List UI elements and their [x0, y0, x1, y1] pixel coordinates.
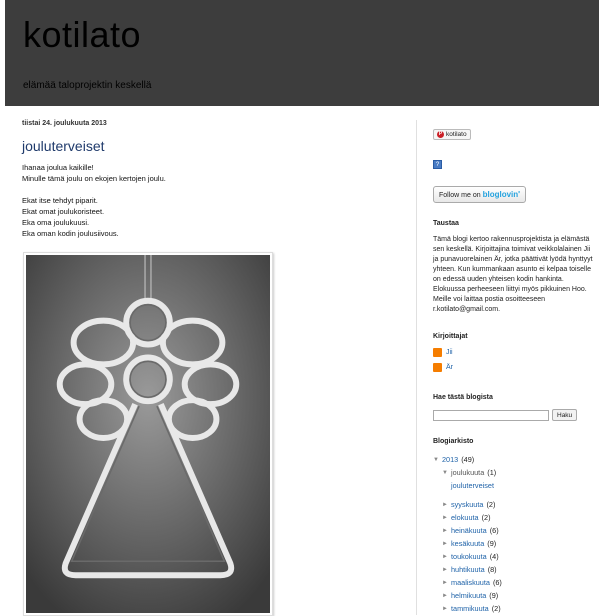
- blogger-icon: [433, 363, 442, 372]
- blog-description: elämää taloprojektin keskellä: [23, 80, 152, 91]
- expand-right-icon[interactable]: ►: [442, 514, 448, 521]
- paper-angel-ornament-photo: [26, 255, 270, 613]
- main-column: [22, 120, 392, 250]
- expand-right-icon[interactable]: ►: [442, 605, 448, 612]
- archive-month-item[interactable]: [433, 563, 593, 576]
- archive-month-count: (2): [486, 500, 496, 509]
- archive-month-item[interactable]: [433, 589, 593, 602]
- archive-month-item[interactable]: [433, 524, 593, 537]
- bloglovin-follow-button[interactable]: [433, 186, 526, 203]
- archive-month-item[interactable]: [433, 537, 593, 550]
- search-widget: [433, 394, 593, 421]
- expand-right-icon[interactable]: ►: [442, 566, 448, 573]
- post-line: Ekat omat joulukoristeet.: [22, 207, 105, 216]
- archive-month-count: (9): [487, 539, 497, 548]
- expand-right-icon[interactable]: ►: [442, 579, 448, 586]
- archive-year-label[interactable]: 2013: [442, 455, 459, 464]
- archive-month-label[interactable]: huhtikuuta: [451, 565, 485, 574]
- expand-down-icon[interactable]: ▼: [442, 469, 448, 476]
- archive-month-count: (9): [489, 591, 499, 600]
- archive-widget: [433, 438, 593, 615]
- expand-right-icon[interactable]: ►: [442, 540, 448, 547]
- archive-month-label[interactable]: syyskuuta: [451, 500, 484, 509]
- search-heading: Hae tästä blogista: [433, 394, 493, 401]
- bloglovin-brand: bloglovin': [482, 190, 521, 199]
- archive-heading: Blogiarkisto: [433, 438, 474, 445]
- archive-month-open[interactable]: [433, 466, 593, 479]
- archive-month-label[interactable]: heinäkuuta: [451, 526, 487, 535]
- archive-month-count: (4): [489, 552, 499, 561]
- pinterest-follow-button[interactable]: [433, 129, 471, 140]
- expand-right-icon[interactable]: ►: [442, 592, 448, 599]
- expand-right-icon[interactable]: ►: [442, 527, 448, 534]
- sidebar: [433, 122, 593, 615]
- expand-down-icon[interactable]: ▼: [433, 456, 439, 463]
- expand-right-icon[interactable]: ►: [442, 501, 448, 508]
- archive-month-item[interactable]: [433, 550, 593, 563]
- bloglovin-prefix: Follow me on: [439, 192, 481, 199]
- post-line: Ekat itse tehdyt piparit.: [22, 196, 98, 205]
- post-paragraph: [22, 195, 392, 239]
- post-paragraph: [22, 162, 392, 184]
- pinterest-label: kotilato: [446, 130, 467, 138]
- archive-year-count: (49): [461, 455, 475, 464]
- archive-month-count: (1): [487, 468, 497, 477]
- help-icon[interactable]: ?: [433, 160, 442, 169]
- archive-month-label[interactable]: kesäkuuta: [451, 539, 485, 548]
- archive-month-label[interactable]: elokuuta: [451, 513, 479, 522]
- author-name: Är: [446, 364, 453, 371]
- archive-month-count: (8): [487, 565, 497, 574]
- blog-title[interactable]: kotilato: [23, 14, 142, 55]
- archive-month-label[interactable]: joulukuuta: [451, 468, 485, 477]
- archive-month-item[interactable]: [433, 602, 593, 615]
- expand-right-icon[interactable]: ►: [442, 553, 448, 560]
- author-link-ar[interactable]: [433, 363, 593, 372]
- about-heading: Taustaa: [433, 220, 459, 227]
- archive-month-item[interactable]: [433, 511, 593, 524]
- post-line: Ihanaa joulua kaikille!: [22, 163, 94, 172]
- blog-header: [5, 0, 599, 106]
- archive-month-count: (2): [491, 604, 501, 613]
- blogger-icon: [433, 348, 442, 357]
- post-title[interactable]: jouluterveiset: [22, 138, 105, 154]
- archive-month-count: (2): [481, 513, 491, 522]
- archive-month-count: (6): [489, 526, 499, 535]
- archive-month-label[interactable]: toukokuuta: [451, 552, 487, 561]
- archive-month-label[interactable]: tammikuuta: [451, 604, 489, 613]
- author-link-jii[interactable]: [433, 348, 593, 357]
- post-body: [22, 162, 392, 239]
- archive-month-label[interactable]: maaliskuuta: [451, 578, 490, 587]
- post-date: tiistai 24. joulukuuta 2013: [22, 120, 107, 127]
- search-button[interactable]: Haku: [552, 409, 577, 421]
- post-line: Eka oma joulukuusi.: [22, 218, 90, 227]
- archive-month-item[interactable]: [433, 576, 593, 589]
- authors-heading: Kirjoittajat: [433, 333, 468, 340]
- author-name: Jii: [446, 349, 453, 356]
- post-photo[interactable]: [23, 252, 273, 616]
- post-line: Minulle tämä joulu on ekojen kertojen joulu.: [22, 174, 166, 183]
- about-text: Tämä blogi kertoo rakennusprojektista ja elämästä sen keskellä. Kirjoittajina toimivat veikkolalainen Jii ja punavuorelainen Är, jotka päättivät lyödä hynttyyt yhteen. Kun kummankaan asunto ei kelpaa toiselle on edessä uuden yhteisen kodin hankinta. Elokuussa perheeseen liittyi myös pikkuinen Hoo. Meille voi laittaa postia osoitteeseen r.kotilato@gmail.com.: [433, 236, 593, 313]
- archive-month-item[interactable]: [433, 498, 593, 511]
- archive-month-label[interactable]: helmikuuta: [451, 591, 487, 600]
- about-widget: [433, 220, 593, 315]
- post-line: Eka oman kodin joulusiivous.: [22, 229, 119, 238]
- archive-post-link[interactable]: jouluterveiset: [451, 481, 494, 490]
- pinterest-icon: P: [438, 131, 443, 137]
- column-divider: [416, 120, 417, 615]
- search-input[interactable]: [433, 410, 549, 421]
- authors-widget: [433, 333, 593, 372]
- archive-year-2013[interactable]: [433, 453, 593, 466]
- archive-month-count: (6): [492, 578, 502, 587]
